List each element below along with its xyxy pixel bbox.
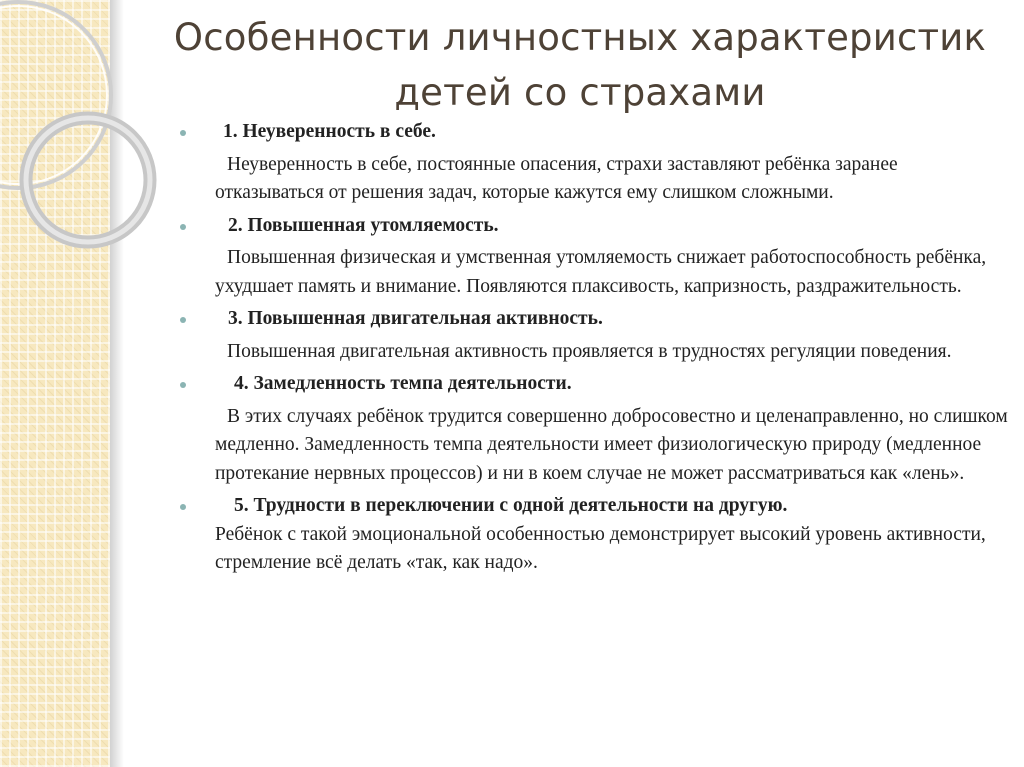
bullet-dot-icon xyxy=(180,317,186,323)
ring-large-inner xyxy=(0,6,107,184)
item-text: В этих случаях ребёнок трудится совершенно добросовестно и целенаправленно, но слишком медленно. Замедленность темпа деятельности имеет физиологическую природу (медленное протекание нервных процессов) и ни в коем случае не может рассматриваться как «лень». xyxy=(215,405,1008,484)
ring-large-outline xyxy=(0,2,111,188)
title-line-1: Особенности личностных характеристик xyxy=(173,16,987,59)
slide-content xyxy=(180,118,1010,582)
item-heading: 3. Повышенная двигательная активность. xyxy=(228,308,603,329)
slide-title xyxy=(150,10,1010,120)
bullet-dot-icon xyxy=(180,504,186,510)
list-item xyxy=(180,305,1010,366)
item-heading: 4. Замедленность темпа деятельности. xyxy=(234,373,572,394)
bullet-dot-icon xyxy=(180,382,186,388)
bullet-dot-icon xyxy=(180,224,186,230)
title-line-2: детей со страхами xyxy=(394,71,766,114)
list-item xyxy=(180,118,1010,208)
item-heading: 2. Повышенная утомляемость. xyxy=(228,214,499,236)
item-text: Повышенная двигательная активность проявляется в трудностях регуляции поведения. xyxy=(227,340,952,362)
item-heading: 5. Трудности в переключении с одной деятельности на другую. xyxy=(234,495,788,516)
item-text: Ребёнок с такой эмоциональной особенностью демонстрирует высокий уровень активности, стремление всё делать «так, как надо». xyxy=(215,523,986,573)
list-item xyxy=(180,370,1010,488)
list-item xyxy=(180,212,1010,302)
item-text: Неуверенность в себе, постоянные опасения, страхи заставляют ребёнка заранее отказываться от решения задач, которые кажутся ему слишком сложными. xyxy=(215,153,898,203)
bullet-dot-icon xyxy=(180,130,186,136)
item-heading: 1. Неуверенность в себе. xyxy=(223,121,436,142)
item-text: Повышенная физическая и умственная утомляемость снижает работоспособность ребёнка, ухудшает память и внимание. Появляются плаксивость, капризность, раздражительность. xyxy=(215,247,987,297)
list-item xyxy=(180,492,1010,578)
